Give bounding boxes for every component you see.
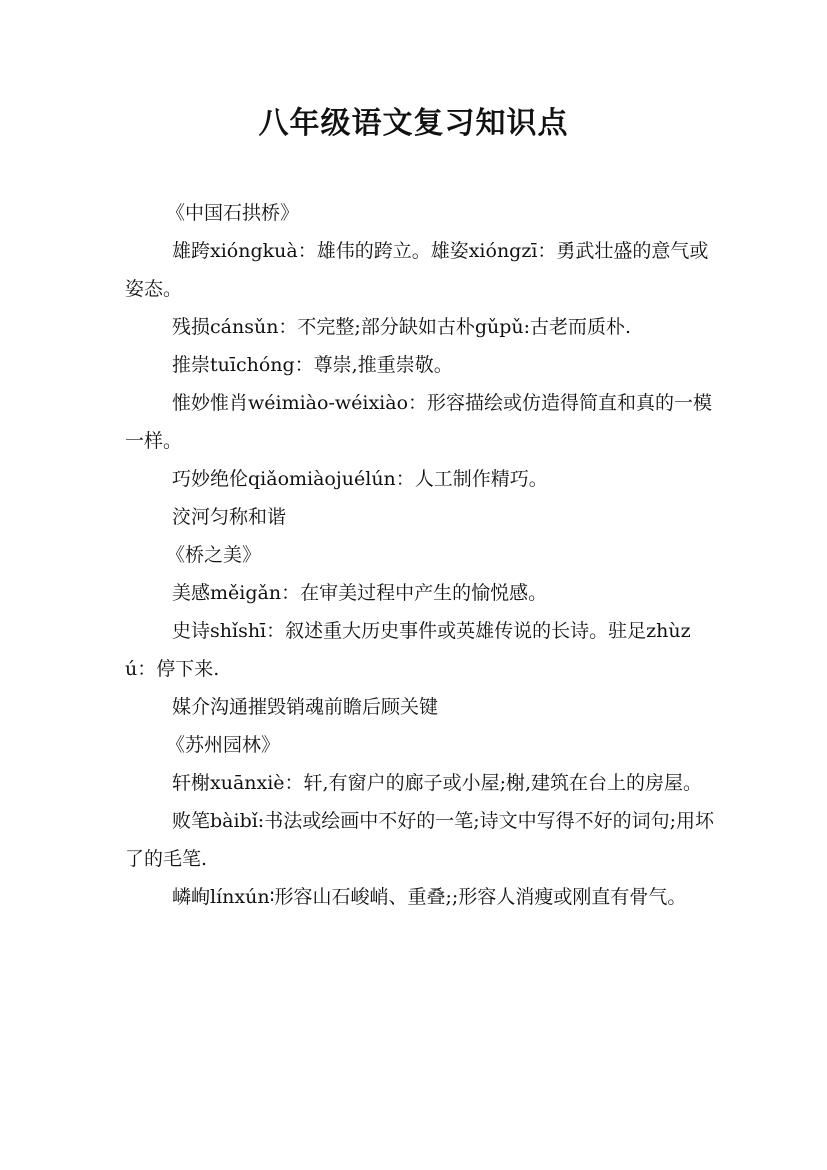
vocab-entry: 惟妙惟肖wéimiào-wéixiào：形容描绘或仿造得简直和真的一模一样。 bbox=[125, 392, 713, 452]
section-heading-zhongguo-shigongqiao: 《中国石拱桥》 bbox=[166, 202, 300, 224]
vocab-entry: 雄跨xióngkuà：雄伟的跨立。雄姿xióngzī：勇武壮盛的意气或姿态。 bbox=[125, 240, 709, 300]
document-body bbox=[125, 194, 715, 916]
vocab-list: 媒介沟通摧毁销魂前瞻后顾关键 bbox=[172, 696, 439, 718]
document-title: 八年级语文复习知识点 bbox=[258, 106, 569, 141]
vocab-entry: 轩榭xuānxiè：轩,有窗户的廊子或小屋;榭,建筑在台上的房屋。 bbox=[172, 772, 703, 794]
section-heading-qiao-zhi-mei: 《桥之美》 bbox=[166, 544, 262, 566]
vocab-list: 洨河匀称和谐 bbox=[172, 506, 287, 528]
vocab-entry: 美感měigǎn：在审美过程中产生的愉悦感。 bbox=[172, 582, 548, 604]
vocab-entry: 残损cánsǔn：不完整;部分缺如古朴gǔpǔ:古老而质朴. bbox=[172, 316, 632, 338]
section-heading-suzhou-yuanlin: 《苏州园林》 bbox=[166, 734, 281, 756]
vocab-entry: 推崇tuīchóng：尊崇,推重崇敬。 bbox=[172, 354, 453, 376]
vocab-entry: 嶙峋línxún∶形容山石峻峭、重叠;;形容人消瘦或刚直有骨气。 bbox=[172, 886, 687, 908]
vocab-entry: 巧妙绝伦qiǎomiàojuélún：人工制作精巧。 bbox=[172, 468, 548, 490]
vocab-entry: 败笔bàibǐ:书法或绘画中不好的一笔;诗文中写得不好的词句;用坏了的毛笔. bbox=[125, 810, 715, 870]
vocab-entry: 史诗shǐshī：叙述重大历史事件或英雄传说的长诗。驻足zhùzú：停下来. bbox=[125, 620, 691, 680]
